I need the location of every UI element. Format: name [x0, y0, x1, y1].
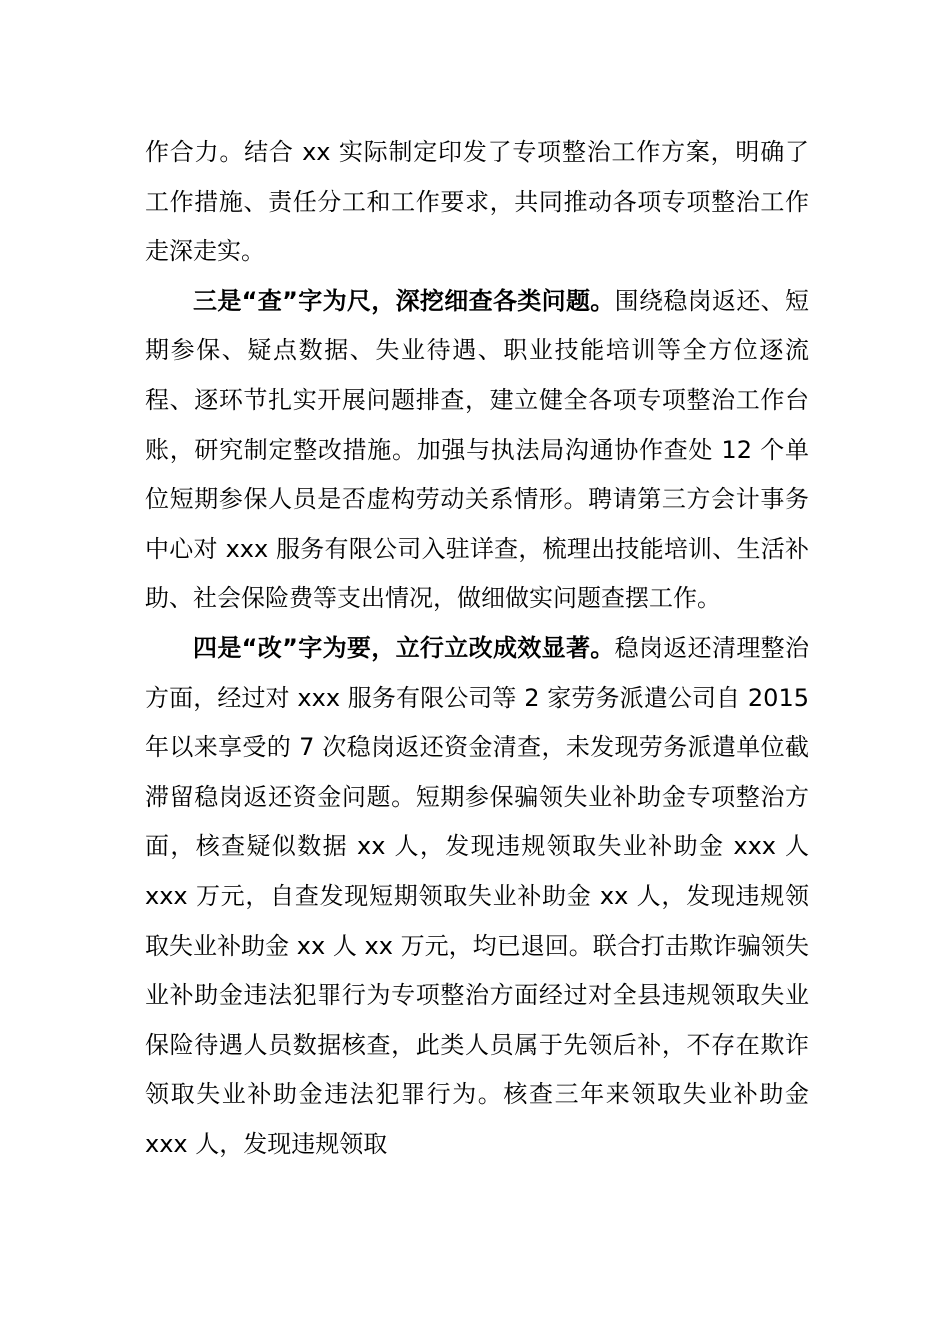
paragraph-lead-heading: 四是“改”字为要，立行立改成效显著。 [193, 633, 615, 662]
paragraph-text: 稳岗返还清理整治方面，经过对 xxx 服务有限公司等 2 家劳务派遣公司自 2015 年以来享受的 7 次稳岗返还资金清查，未发现劳务派遣单位截滞留稳岗返还资金问题。短期参保骗领失业补助金专项整治方面，核查疑似数据 xx 人，发现违规领取失业补助金 xxx 人 xxx 万元，自查发现短期领取失业补助金 xx 人，发现违规领取失业补助金 xx 人 xx 万元，均已退回。联合打击欺诈骗领失业补助金违法犯罪行为专项整治方面经过对全县违规领取失业保险待遇人员数据核查，此类人员属于先领后补，不存在欺诈领取失业补助金违法犯罪行为。核查三年来领取失业补助金 xxx 人，发现违规领取 [145, 633, 810, 1158]
paragraph-text: 作合力。结合 xx 实际制定印发了专项整治工作方案，明确了工作措施、责任分工和工作要求，共同推动各项专项整治工作走深走实。 [145, 138, 809, 266]
paragraph-text: 围绕稳岗返还、短期参保、疑点数据、失业待遇、职业技能培训等全方位逐流程、逐环节扎实开展问题排查，建立健全各项专项整治工作台账，研究制定整改措施。加强与执法局沟通协作查处 12 个单位短期参保人员是否虚构劳动关系情形。聘请第三方会计事务中心对 xxx 服务有限公司入驻详查，梳理出技能培训、生活补助、社会保险费等支出情况，做细做实问题查摆工作。 [145, 286, 810, 613]
paragraph-lead-heading: 三是“查”字为尺，深挖细查各类问题。 [193, 286, 615, 315]
document-body [145, 128, 809, 1169]
paragraph-investigation [145, 277, 809, 624]
paragraph-continuation [145, 128, 809, 277]
paragraph-rectification [145, 624, 809, 1170]
